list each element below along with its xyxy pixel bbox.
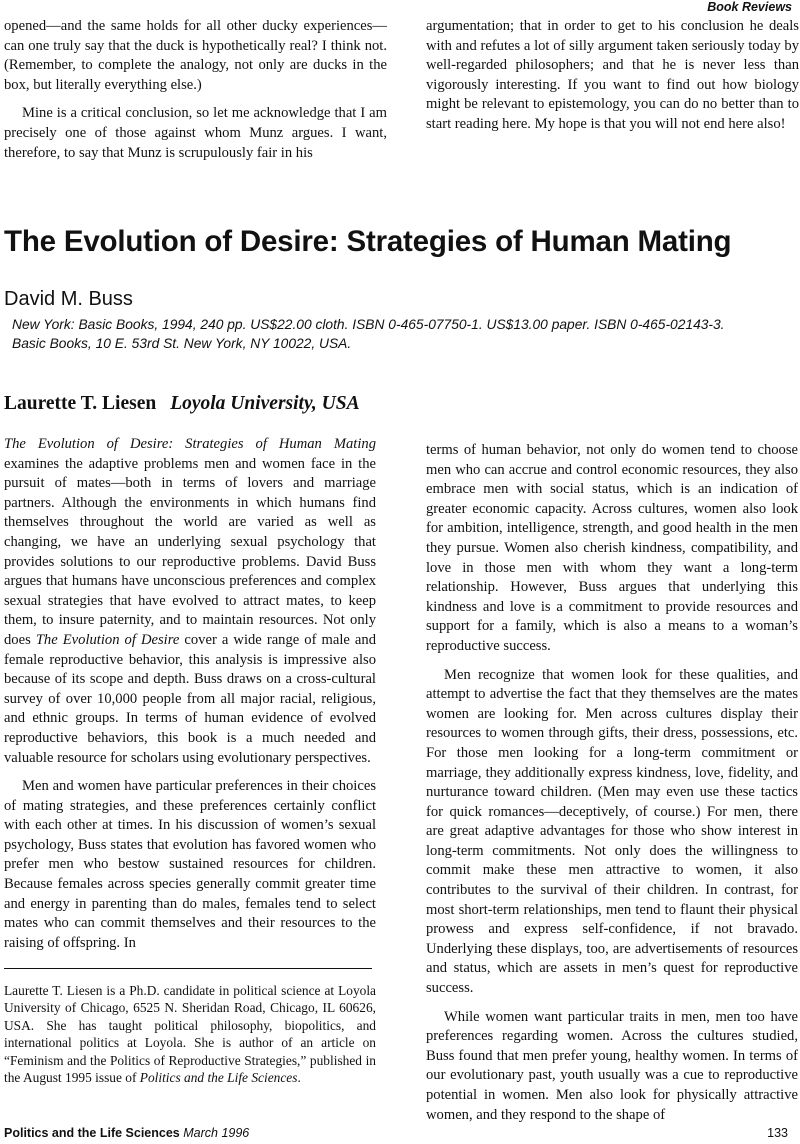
prev-review-right-column — [426, 17, 799, 135]
review-right-column — [426, 441, 798, 1125]
prev-review-paragraph: opened—and the same holds for all other ducky experiences—can one truly say that the duck is hypothetically real? I think not. (Remember, to complete the analogy, not only are ducks in the box, but literally everything else.) — [4, 18, 387, 93]
review-paragraph: The Evolution of Desire: Strategies of Human Mating examines the adaptive problems men and women face in the pursuit of mates—both in terms of lovers and marriage partners. Although the environments in which humans find themselves throughout the world are varied as well as changing, we have an underlying sexual psychology that provides solutions to our reproductive problems. David Buss argues that humans have unconscious preferences and complex sexual strategies that have evolved to attract mates, to keep them, to insure paternity, and to maintain resources. Not only does The Evolution of Desire cover a wide range of male and female reproductive behavior, this analysis is impressive also because of its scope and depth. Buss draws on a cross-cultural survey of over 10,000 people from all major racial, religious, and ethnic groups. In terms of human evidence of evolved reproductive behaviors, this book is a much needed and valuable resource for scholars using evolutionary perspectives. — [4, 436, 376, 766]
issue-date: March 1996 — [183, 1126, 250, 1140]
prev-review-left-column — [4, 17, 387, 163]
review-paragraph: terms of human behavior, not only do women tend to choose men who can accrue and control economic resources, they also embrace men with social status, which is an indication of greater economic capacity. Across cultures, women also look for ambition, intelligence, strength, and good health in the men they pursue. Women also cherish kindness, compatibility, and love in those men with whom they want a long-term relationship. However, Buss argues that underlying this kindness and love is a commitment to provide resources and support for a family, which is also a means to a woman’s reproductive success. — [426, 442, 798, 654]
reviewer-byline — [4, 393, 360, 415]
book-author: David M. Buss — [4, 288, 133, 310]
prev-review-paragraph: argumentation; that in order to get to his conclusion he deals with and refutes a lot of silly argument taken seriously today by well-regarded philosophers; and that he is never less than vigorously interesting. If you want to find out how biology might be relevant to epistemology, you can do no better than to start reading here. My hope is that you will not end here also! — [426, 18, 799, 132]
page-number: 133 — [767, 1126, 788, 1140]
review-paragraph: While women want particular traits in men, men too have preferences regarding women. Across the cultures studied, Buss found that men prefer young, healthy women. In terms of our evolutionary past, youth usually was a cue to reproductive potential in women. Men also look for physically attractive women, and they respond to the shape of — [426, 1008, 798, 1123]
book-title-italic: The Evolution of Desire — [35, 631, 180, 648]
book-title-italic: The Evolution of Desire: Strategies of Human Mating — [4, 436, 376, 452]
prev-review-paragraph: Mine is a critical conclusion, so let me acknowledge that I am precisely one of those against whom Munz argues. I want, therefore, to say that Munz is scrupulously fair in his — [4, 105, 387, 161]
reviewer-affiliation: Loyola University, USA — [170, 393, 360, 414]
review-left-column — [4, 435, 376, 953]
publication-info-line: Basic Books, 10 E. 53rd St. New York, NY 10022, USA. — [12, 336, 352, 351]
review-paragraph: Men recognize that women look for these qualities, and attempt to advertise the fact that they themselves are the mates women are looking for. Men across cultures display their resources to women through gifts, their dress, possessions, etc. For those men looking for a long-term commitment or marriage, they additionally express kindness, love, fidelity, and nurturance toward children. (Men may even use these tactics for quick romances—deceptively, of course.) For men, there are great adaptive advantages for those who show interest in long-term commitments. Not only does the willingness to commit make these men attractive to women, it also contributes to the survival of their children. In contrast, for most short-term relationships, men tend to flaunt their physical prowess and express self-confidence, if not bravado. Underlying these displays, too, are advertisements of resources and status, which are assets in men’s quest for reproductive success. — [426, 666, 798, 997]
journal-name: Politics and the Life Sciences — [4, 1126, 180, 1140]
publication-info-line: New York: Basic Books, 1994, 240 pp. US$22.00 cloth. ISBN 0-465-07750-1. US$13.00 paper. ISBN 0-465-02143-3. — [12, 317, 725, 332]
publication-info — [12, 315, 797, 353]
journal-footer — [4, 1126, 249, 1140]
reviewer-name: Laurette T. Liesen — [4, 393, 157, 414]
review-paragraph: Men and women have particular preferences in their choices of mating strategies, and these preferences certainly conflict with each other at times. In his discussion of women’s sexual psychology, Buss states that evolution has favored women who prefer men who bestow sustained resources for children. Because females across species generally commit greater time and energy in parenting than do males, females tend to select mates who can commit themselves and their resources to the raising of offspring. In — [4, 778, 376, 951]
footnote-divider — [4, 968, 372, 969]
running-head: Book Reviews — [707, 0, 792, 14]
author-footnote: Laurette T. Liesen is a Ph.D. candidate in political science at Loyola University of Chicago, 6525 N. Sheridan Road, Chicago, IL 60626, USA. She has taught political philosophy, biopolitics, and international politics at Loyola. She is author of an article on “Feminism and the Politics of Reproductive Strategies,” published in the August 1995 issue of Politics and the Life Sciences. — [4, 983, 376, 1086]
journal-title-italic: Politics and the Life Sciences — [139, 1070, 298, 1086]
review-title: The Evolution of Desire: Strategies of Human Mating — [4, 225, 732, 258]
